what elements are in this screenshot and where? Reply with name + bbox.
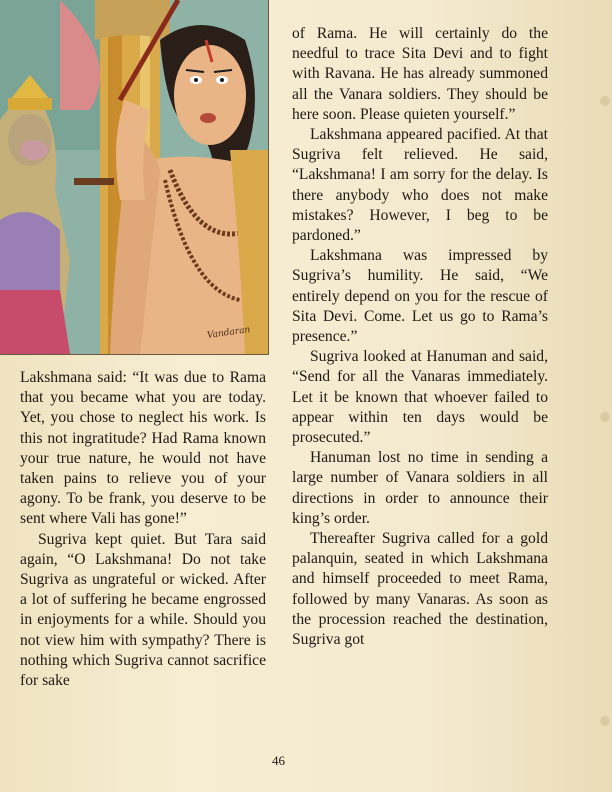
paragraph: Hanuman lost no time in sending a large number of Vanara soldiers in all directions in order to announce their king’s order. xyxy=(292,449,548,527)
illustration-art xyxy=(0,0,268,354)
page-edge-mark xyxy=(600,716,610,726)
illustration-panel xyxy=(0,0,269,355)
right-text-column xyxy=(292,24,548,650)
left-text-column xyxy=(20,368,266,691)
paragraph: Sugriva kept quiet. But Tara said again, “O Lakshmana! Do not take Sugriva as ungrateful or wicked. After a lot of suffering he became engrossed in enjoyments for a while. Should you not view him with sympathy? There is nothing which Sugriva cannot sacrifice for sake xyxy=(20,530,266,690)
page-number: 46 xyxy=(272,753,285,768)
paragraph: Lakshmana appeared pacified. At that Sugriva felt relieved. He said, “Lakshmana! I am sorry for the delay. Is there anybody who does not make mistakes? However, I beg to be pardoned.” xyxy=(292,126,548,245)
paragraph: Sugriva looked at Hanuman and said, “Send for all the Vanaras immediately. Let it be known that whoever failed to appear within ten days would be prosecuted.” xyxy=(292,348,548,447)
paragraph: of Rama. He will certainly do the needful to trace Sita Devi and to fight with Ravana. He has already summoned all the Vanara soldiers. They should be here soon. Please quieten yourself.” xyxy=(292,25,548,123)
paragraph: Lakshmana was impressed by Sugriva’s humility. He said, “We entirely depend on you for the rescue of Sita Devi. Come. Let us go to Rama’s presence.” xyxy=(292,247,548,346)
artist-signature: Vandaran xyxy=(206,325,251,341)
page-edge-mark xyxy=(600,412,610,422)
paragraph: Thereafter Sugriva called for a gold palanquin, seated in which Lakshmana and himself proceeded to meet Rama, followed by many Vanaras. As soon as the procession reached the destination, Sugriva got xyxy=(292,530,548,649)
page-edge-mark xyxy=(600,96,610,106)
paragraph: Lakshmana said: “It was due to Rama that you became what you are today. Yet, you chose to neglect his work. Is this not ingratitude? Had Rama known your true nature, he would not have taken pains to relieve you of your agony. To be frank, you deserve to be sent where Vali has gone!” xyxy=(20,369,266,528)
